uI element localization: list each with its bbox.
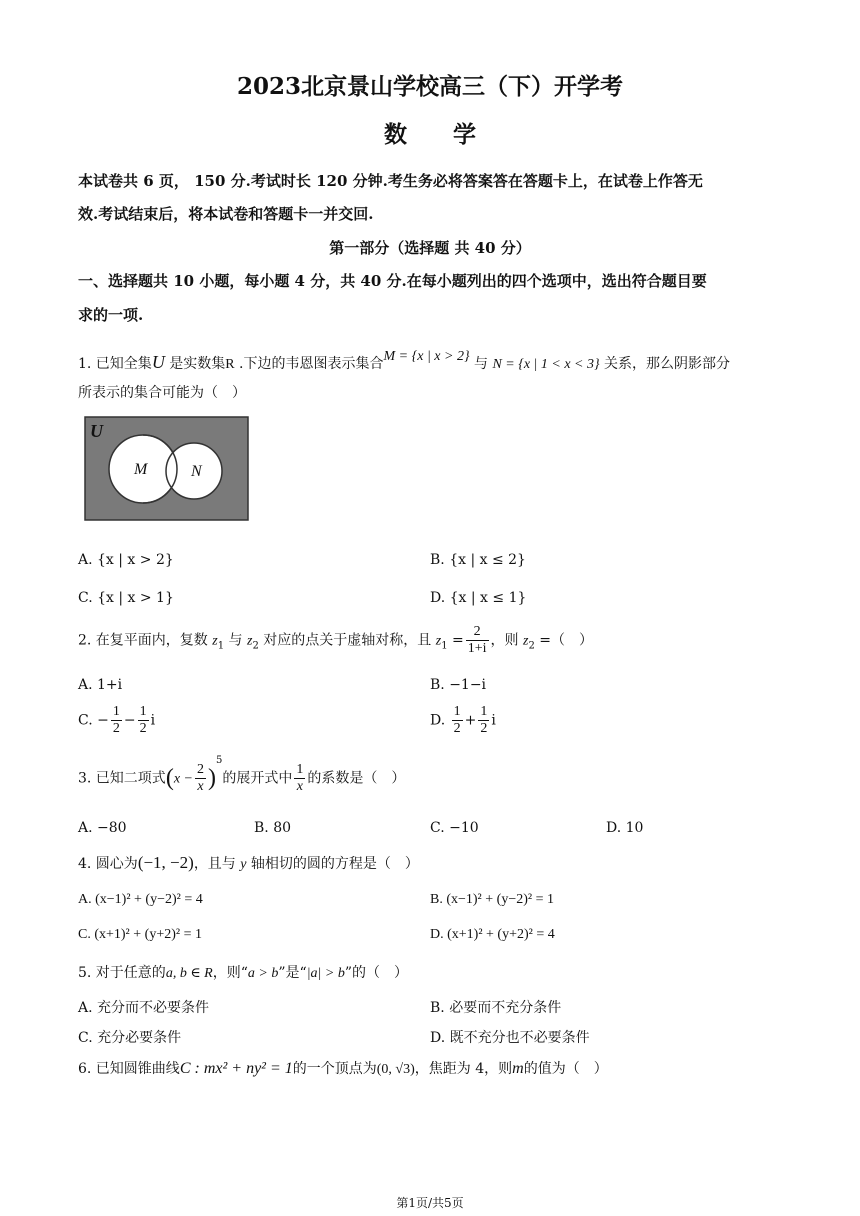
part-title: 第一部分（选择题 共 40 分） xyxy=(329,239,531,257)
q4-option-b[interactable]: B. (x−1)² + (y−2)² = 1 xyxy=(430,892,554,907)
instructions-line-2: 效.考试结束后，将本试卷和答题卡一并交回. xyxy=(78,205,374,223)
section-line-2: 求的一项. xyxy=(78,306,144,324)
q5-option-d[interactable]: D. 既不充分也不必要条件 xyxy=(430,1030,590,1046)
q4-option-c[interactable]: C. (x+1)² + (y+2)² = 1 xyxy=(78,927,202,942)
q5-option-c[interactable]: C. 充分必要条件 xyxy=(78,1030,182,1046)
q3-option-d[interactable]: D. 10 xyxy=(606,820,644,836)
q2-stem: 2. 在复平面内，复数 $z_1$ 与 $z_2$ 对应的点关于虚轴对称，且 $z_1$ = $\frac{2}{1+i}$ ，则 $z_2$ =（ ） xyxy=(78,624,594,656)
q3-option-b[interactable]: B. 80 xyxy=(254,820,292,836)
q3-stem: 3. 已知二项式(x − $\frac{2}{x}$ )$^5$的展开式中 $\frac{1}{x}$ 的系数是（ ） xyxy=(78,754,406,794)
subject-title: 数 学 xyxy=(384,121,476,148)
q4-stem: 4. 圆心为(−1, −2)，且与 y 轴相切的圆的方程是（ ） xyxy=(78,853,419,872)
q2-option-d[interactable]: D. $\frac{1}{2}$ + $\frac{1}{2}$ i xyxy=(430,704,496,736)
q4-option-d[interactable]: D. (x+1)² + (y+2)² = 4 xyxy=(430,927,555,942)
venn-label-u: U xyxy=(90,421,103,441)
q1-option-d[interactable]: D. {x | x ≤ 1} xyxy=(430,590,527,606)
q5-stem: 5. 对于任意的a, b ∈ R，则“a > b”是“|a| > b”的（ ） xyxy=(78,965,409,981)
instructions-line-1: 本试卷共 6 页， 150 分.考试时长 120 分钟.考生务必将答案答在答题卡上，在试卷上作答无 xyxy=(78,172,703,190)
q3-option-a[interactable]: A. −80 xyxy=(78,820,127,836)
section-line-1: 一、选择题共 10 小题，每小题 4 分，共 40 分.在每小题列出的四个选项中，选出符合题目要 xyxy=(78,272,707,290)
exam-title: 2023北京景山学校高三（下）开学考 xyxy=(236,73,623,100)
venn-label-m: M xyxy=(134,461,148,478)
q4-option-a[interactable]: A. (x−1)² + (y−2)² = 4 xyxy=(78,892,203,907)
venn-label-n: N xyxy=(191,463,202,480)
q2-option-a[interactable]: A. 1+i xyxy=(78,677,123,693)
q1-option-a[interactable]: A. {x | x > 2} xyxy=(78,552,174,568)
q2-option-b[interactable]: B. −1−i xyxy=(430,677,487,693)
venn-diagram xyxy=(84,416,250,522)
q1-stem-line-1: 1. 已知全集U 是实数集R .下边的韦恩图表示集合M = {x | x > 2} 与 N = {x | 1 < x < 3} 关系，那么阴影部分 xyxy=(78,349,731,372)
q1-option-b[interactable]: B. {x | x ≤ 2} xyxy=(430,552,526,568)
q1-stem-line-2: 所表示的集合可能为（ ） xyxy=(78,385,246,401)
q3-option-c[interactable]: C. −10 xyxy=(430,820,479,836)
page-footer: 第1页/共5页 xyxy=(396,1196,464,1210)
q5-option-a[interactable]: A. 充分而不必要条件 xyxy=(78,1000,210,1016)
q5-option-b[interactable]: B. 必要而不充分条件 xyxy=(430,1000,562,1016)
q1-option-c[interactable]: C. {x | x > 1} xyxy=(78,590,174,606)
q2-option-c[interactable]: C. − $\frac{1}{2}$ − $\frac{1}{2}$ i xyxy=(78,704,156,736)
q6-stem: 6. 已知圆锥曲线C : mx² + ny² = 1的一个顶点为(0, √3)，焦距为 4，则m的值为（ ） xyxy=(78,1060,608,1077)
